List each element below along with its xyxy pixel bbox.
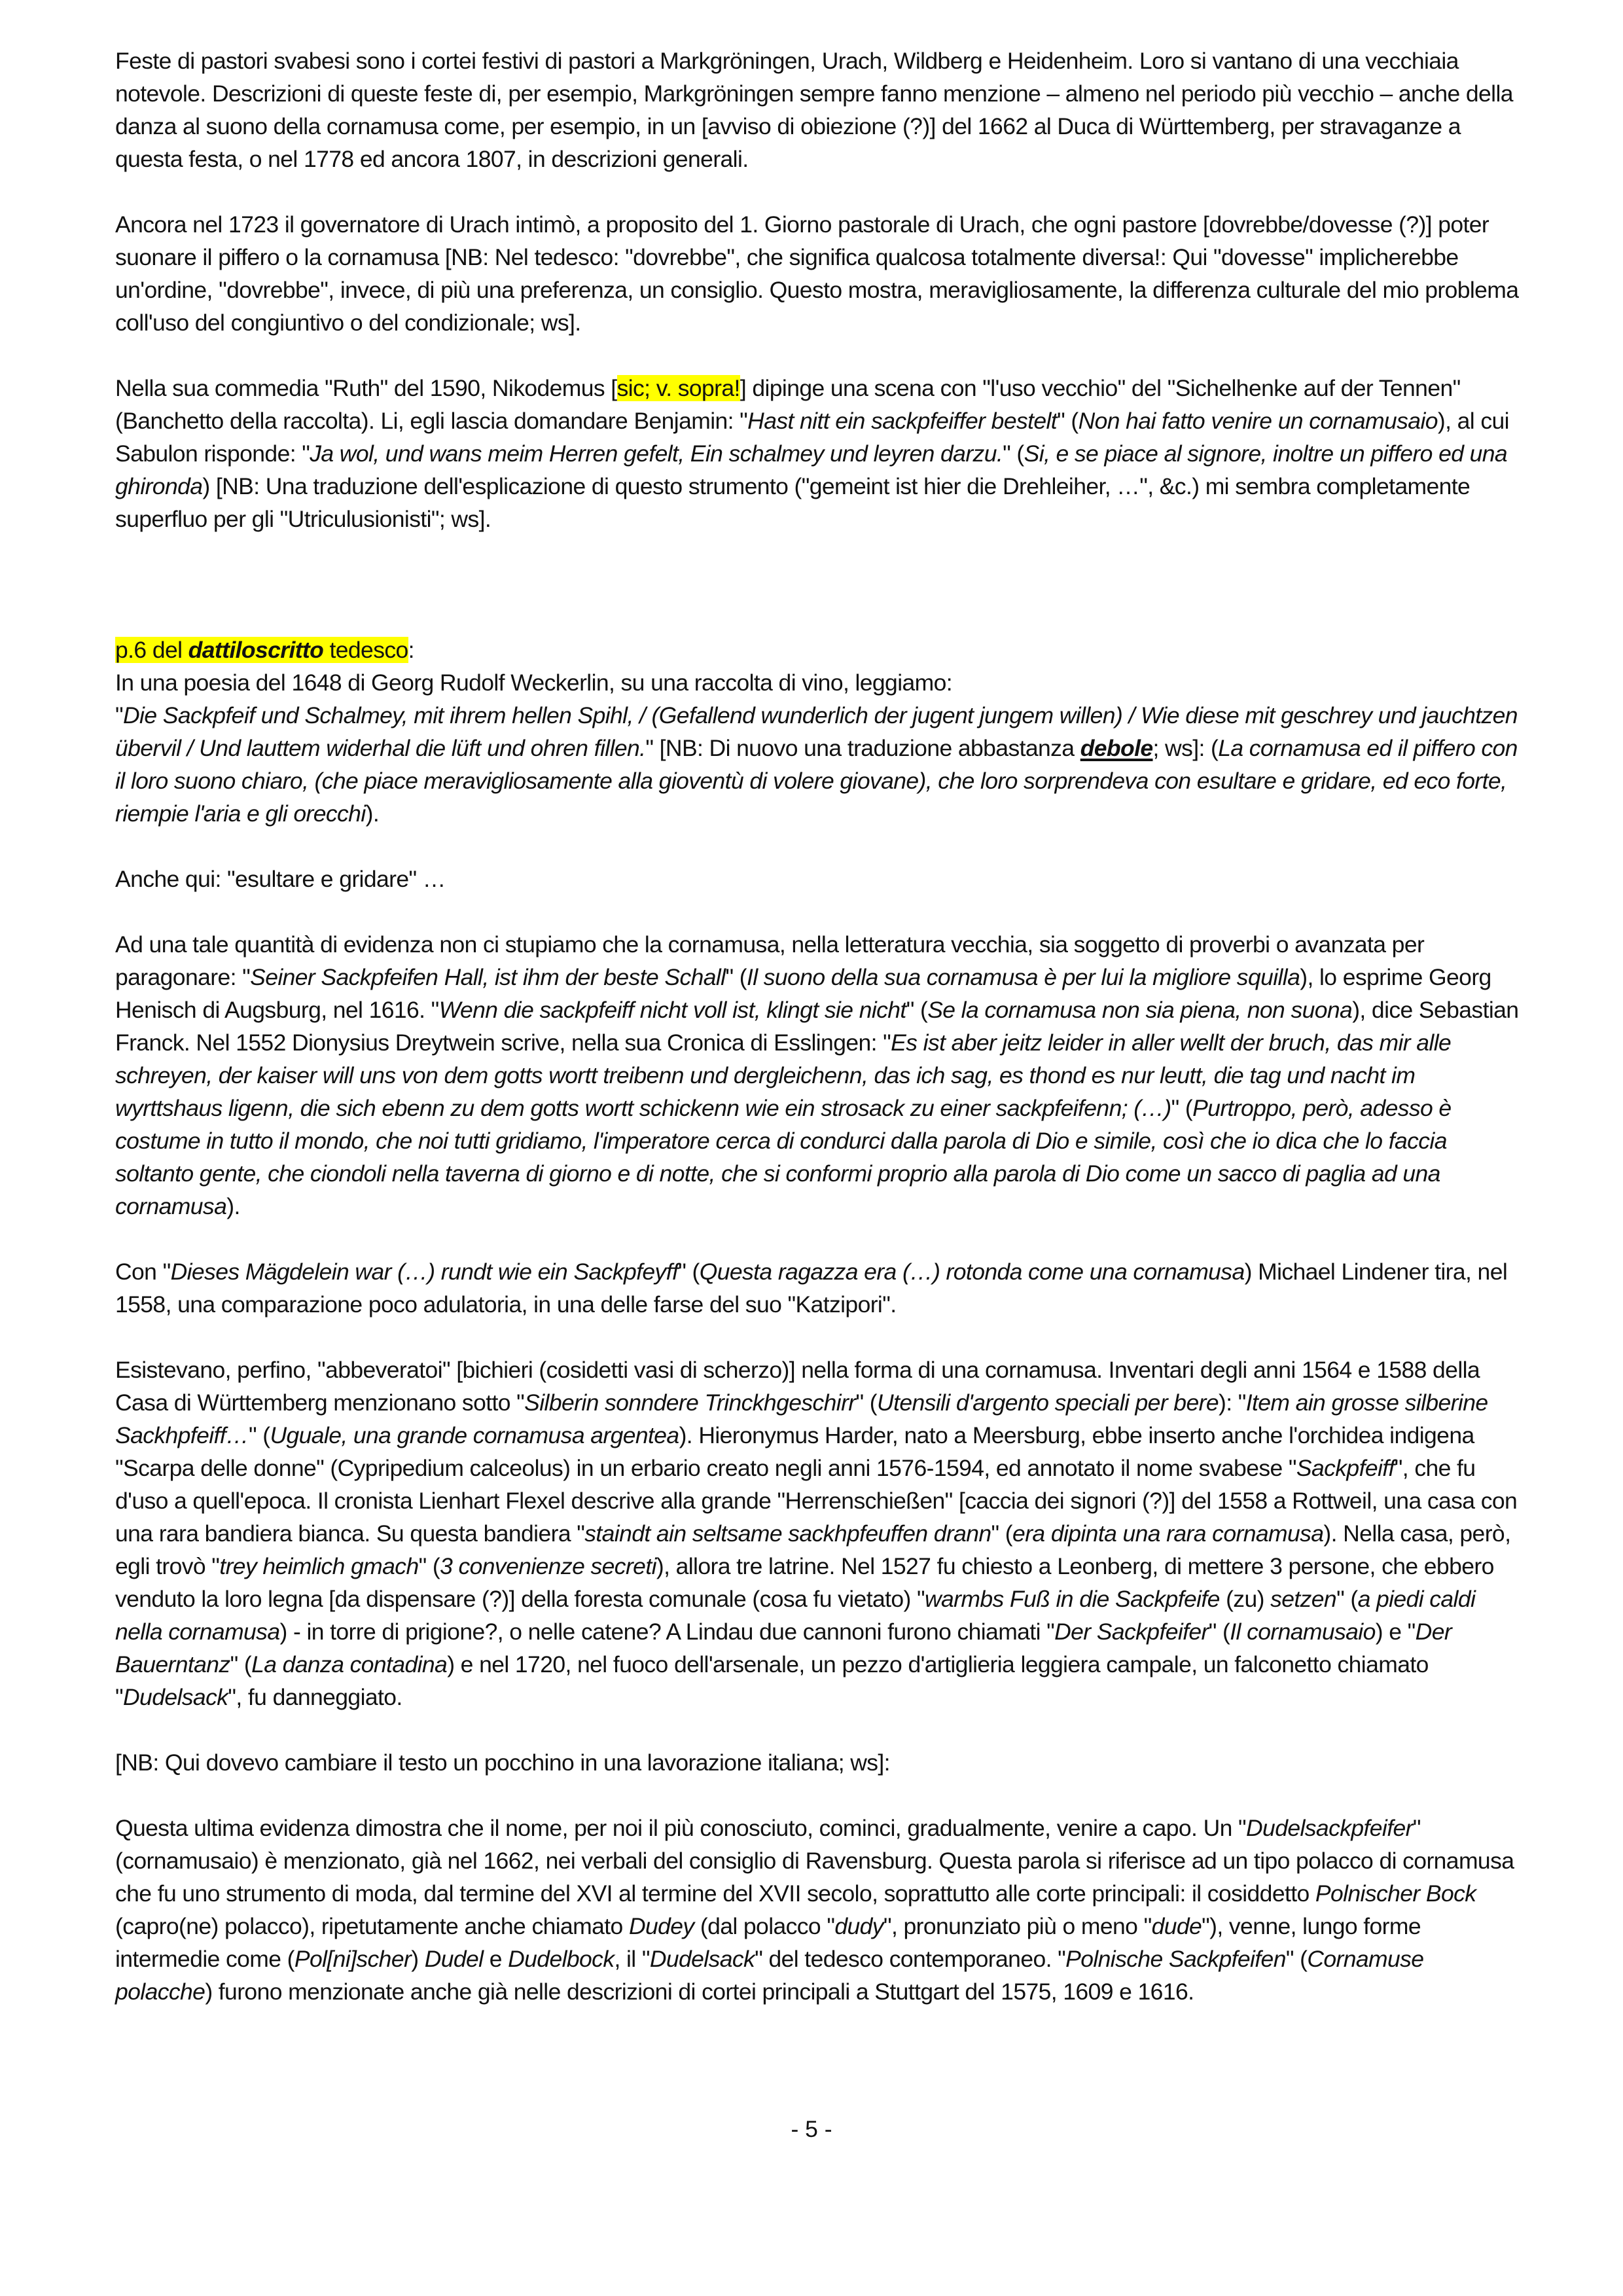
text-run: ) e ": [1375, 1619, 1416, 1645]
italic-quote: dude: [1151, 1913, 1202, 1939]
text-run: ), al cui Sabulon risponde: ": [115, 408, 1509, 467]
text-run: " (: [855, 1390, 878, 1416]
paragraph-spacer: [115, 895, 1522, 928]
text-run: (capro(ne) polacco), ripetutamente anche chiamato: [115, 1913, 629, 1939]
italic-quote: Polnische Sackpfeifen: [1065, 1946, 1286, 1972]
italic-quote: Der Bauerntanz: [115, 1619, 1452, 1677]
paragraph-p10: [115, 1812, 1522, 2008]
italic-quote: Es ist aber jeitz leider in aller wellt der bruch, das mir alle schreyen, der kaiser will uns von dem gotts wortt treibenn und dergleichenn, das ich sag, es thond es nur leutt, die tag und nacht im wyrttshaus ligenn, die sich ebenn zu dem gotts wortt schickenn wie ein strosack zu einer sackpfeifenn; (…): [115, 1030, 1452, 1121]
text-run: ) furono menzionate anche già nelle descrizioni di cortei principali a Stuttgart del 1575, 1609 e 1616.: [205, 1979, 1194, 2005]
paragraph-p8: [115, 1354, 1522, 1713]
italic-quote: Polnischer Bock: [1315, 1880, 1476, 1907]
page-number: - 5 -: [791, 2116, 832, 2142]
italic-quote: Dudelsack: [123, 1684, 228, 1710]
text-run: " del tedesco contemporaneo. ": [755, 1946, 1066, 1972]
italic-quote: Dudel: [424, 1946, 484, 1972]
text-run: Ad una tale quantità di evidenza non ci stupiamo che la cornamusa, nella letteratura vecchia, sia soggetto di proverbi o avanzata per paragonare: ": [115, 931, 1425, 990]
text-run: " (: [1171, 1095, 1193, 1121]
italic-quote: warmbs Fuß in die Sackpfeife: [925, 1586, 1220, 1612]
text-run: "), venne, lungo forme intermedie come (: [115, 1913, 1421, 1972]
italic-quote: era dipinta una rara cornamusa: [1012, 1520, 1324, 1547]
text-run: " (: [678, 1259, 700, 1285]
italic-quote: Seiner Sackpfeifen Hall, ist ihm der beste Schall: [250, 964, 726, 990]
text-run: Feste di pastori svabesi sono i cortei festivi di pastori a Markgröningen, Urach, Wildberg e Heidenheim. Loro si vantano di una vecchiaia notevole. Descrizioni di queste feste di, per esempio, Markgröningen sempre fanno menzione – almeno nel periodo più vecchio – anche della danza al suono della cornamusa come, per esempio, in un [avviso di obiezione (?)] del 1662 al Duca di Württemberg, per stravaganze a questa festa, o nel 1778 ed ancora 1807, in descrizioni generali.: [115, 48, 1513, 172]
italic-quote: Die Sackpfeif und Schalmey, mit ihrem hellen Spihl, / (Gefallend wunderlich der jugent jungem willen) / Wie diese mit geschrey und jauchtzen übervil / Und lauttem widerhal die lüft und ohren fillen.: [115, 702, 1518, 761]
paragraph-spacer: [115, 535, 1522, 634]
text-run: ) - in torre di prigione?, o nelle catene? A Lindau due cannoni furono chiamati ": [279, 1619, 1055, 1645]
text-run: ). Nella casa, però, egli trovò ": [115, 1520, 1511, 1579]
text-run: ) [NB: Una traduzione dell'esplicazione di questo strumento ("gemeint ist hier die Drehleiher, …", &c.) mi sembra completamente superfluo per gli "Utriculusionisti"; ws].: [115, 473, 1471, 532]
paragraph-spacer: [115, 1321, 1522, 1354]
italic-quote: Dudelbock: [508, 1946, 615, 1972]
italic-quote: Dudelsackpfeifer: [1246, 1815, 1413, 1841]
paragraph-p5: [115, 863, 1522, 895]
paragraph-spacer: [115, 339, 1522, 372]
text-run: " (: [1208, 1619, 1230, 1645]
text-run: ), allora tre latrine. Nel 1527 fu chiesto a Leonberg, di mettere 3 persone, che ebbero venduto la loro legna [da dispensare (?)] della foresta comunale (cosa fu vietato) ": [115, 1553, 1494, 1612]
text-run: ), dice Sebastian Franck. Nel 1552 Dionysius Dreytwein scrive, nella sua Cronica di Esslingen: ": [115, 997, 1519, 1056]
text-run: " (: [230, 1651, 252, 1677]
text-run: ] dipinge una scena con "l'uso vecchio" del "Sichelhenke auf der Tennen" (Banchetto della raccolta). Li, egli lascia domandare Benjamin: ": [115, 375, 1461, 434]
document-body: [115, 45, 1522, 2008]
text-run: (zu): [1219, 1586, 1271, 1612]
italic-quote: Se la cornamusa non sia piena, non suona: [927, 997, 1353, 1023]
italic-quote: staindt ain seltsame sackhpfeuffen drann: [584, 1520, 991, 1547]
italic-quote: Silberin sonndere Trinckhgeschirr: [524, 1390, 856, 1416]
text-run: , il ": [614, 1946, 650, 1972]
italic-quote: trey heimlich gmach: [219, 1553, 419, 1579]
italic-quote: Purtroppo, però, adesso è costume in tutto il mondo, che noi tutti gridiamo, l'imperatore cerca di condurci dalla parola di Dio e simile, così che io dica che lo faccia soltanto gente, che ciondoli nella taverna di giorno e di notte, che si conformi proprio alla parola di Dio come un sacco di paglia ad una cornamusa: [115, 1095, 1452, 1219]
highlighted-text: dattiloscritto: [188, 637, 324, 663]
paragraph-p7: [115, 1255, 1522, 1321]
italic-quote: Dieses Mägdelein war (…) rundt wie ein Sackpfeyff: [170, 1259, 679, 1285]
italic-quote: Si, e se piace al signore, inoltre un piffero ed una ghironda: [115, 440, 1508, 499]
paragraph-spacer: [115, 830, 1522, 863]
text-run: " (: [991, 1520, 1013, 1547]
highlighted-text: p.6 del: [115, 637, 188, 663]
italic-quote: Utensili d'argento speciali per bere: [877, 1390, 1219, 1416]
text-run: ": [115, 702, 124, 728]
text-run: ", fu danneggiato.: [228, 1684, 402, 1710]
text-run: [NB: Qui dovevo cambiare il testo un pocchino in una lavorazione italiana; ws]:: [115, 1749, 890, 1776]
text-run: " (: [1057, 408, 1079, 434]
italic-quote: dudy: [834, 1913, 883, 1939]
italic-quote: Non hai fatto venire un cornamusaio: [1078, 408, 1438, 434]
text-run: " (: [725, 964, 747, 990]
text-run: " (cornamusaio) è menzionato, già nel 1662, nei verbali del consiglio di Ravensburg. Questa parola si riferisce ad un tipo polacco di cornamusa che fu uno strumento di moda, dal termine del XVI al termine del XVII secolo, soprattutto alle corte principali: il cosiddetto: [115, 1815, 1514, 1907]
italic-quote: 3 convenienze secreti: [440, 1553, 656, 1579]
text-run: (dal polacco ": [694, 1913, 835, 1939]
text-run: " (: [418, 1553, 440, 1579]
text-run: " (: [1285, 1946, 1308, 1972]
italic-quote: Cornamuse polacche: [115, 1946, 1424, 2005]
italic-quote: Il suono della sua cornamusa è per lui la migliore squilla: [746, 964, 1300, 990]
text-run: ) e nel 1720, nel fuoco dell'arsenale, un pezzo d'artiglieria leggiera campale, un falconetto chiamato ": [115, 1651, 1429, 1710]
text-run: ; ws]: (: [1152, 735, 1219, 761]
italic-quote: setzen: [1270, 1586, 1337, 1612]
italic-quote: Item ain grosse silberine Sackhpfeiff…: [115, 1390, 1488, 1448]
text-run: ) Michael Lindener tira, nel 1558, una comparazione poco adulatoria, in una delle farse del suo "Katzipori".: [115, 1259, 1508, 1318]
paragraph-p2: [115, 208, 1522, 339]
italic-quote: Pol[ni]scher: [294, 1946, 412, 1972]
paragraph-p6: [115, 928, 1522, 1223]
text-run: ), lo esprime Georg Henisch di Augsburg, nel 1616. ": [115, 964, 1491, 1023]
text-run: Ancora nel 1723 il governatore di Urach intimò, a proposito del 1. Giorno pastorale di Urach, che ogni pastore [dovrebbe/dovesse (?)] poter suonare il piffero o la cornamusa [NB: Nel tedesco: "dovrebbe", che significa qualcosa totalmente diversa!: Qui "dovesse" implicherebbe un'ordine, "dovrebbe", invece, di più una preferenza, un consiglio. Questo mostra, meravigliosamente, la differenza culturale del mio problema coll'uso del congiuntivo o del condizionale; ws].: [115, 211, 1519, 336]
text-run: ): ": [1218, 1390, 1246, 1416]
paragraph-p4: [115, 634, 1522, 830]
text-run: Esistevano, perfino, "abbeveratoi" [bichieri (cosidetti vasi di scherzo)] nella forma di una cornamusa. Inventari degli anni 1564 e 1588 della Casa di Württemberg menzionano sotto ": [115, 1357, 1480, 1416]
text-run: Anche qui: "esultare e gridare" …: [115, 866, 446, 892]
paragraph-p1: [115, 45, 1522, 175]
paragraph-p3: [115, 372, 1522, 535]
text-run: Con ": [115, 1259, 171, 1285]
italic-quote: Uguale, una grande cornamusa argentea: [270, 1422, 679, 1448]
text-run: :: [408, 637, 414, 663]
italic-quote: Sackpfeiff: [1296, 1455, 1395, 1481]
text-run: ", pronunziato più o meno ": [883, 1913, 1152, 1939]
paragraph-p9: [115, 1746, 1522, 1779]
highlighted-text: sic; v. sopra!: [616, 375, 740, 401]
italic-quote: La cornamusa ed il piffero con il loro suono chiaro, (che piace meravigliosamente alla gioventù di volere giovane), che loro sorprendeva con esultare e gridare, ed eco forte, riempie l'aria e gli orecchi: [115, 735, 1518, 827]
text-run: ", che fu d'uso a quell'epoca. Il cronista Lienhart Flexel descrive alla grande "Herrenschießen" [caccia dei signori (?)] del 1558 a Rottweil, una casa con una rara bandiera bianca. Su questa bandiera ": [115, 1455, 1518, 1547]
text-run: Questa ultima evidenza dimostra che il nome, per noi il più conosciuto, cominci, gradualmente, venire a capo. Un ": [115, 1815, 1247, 1841]
italic-quote: Der Sackpfeifer: [1054, 1619, 1209, 1645]
emphasized-text: debole: [1080, 735, 1153, 761]
text-run: " (: [1003, 440, 1024, 467]
highlighted-text: tedesco: [323, 637, 408, 663]
text-run: " (: [1336, 1586, 1358, 1612]
text-run: ). Hieronymus Harder, nato a Meersburg, ebbe inserto anche l'orchidea indigena "Scarpa delle donne" (Cypripedium calceolus) in un erbario creato negli anni 1576-1594, ed annotato il nome svabese ": [115, 1422, 1474, 1481]
italic-quote: Il cornamusaio: [1230, 1619, 1376, 1645]
italic-quote: Ja wol, und wans meim Herren gefelt, Ein schalmey und leyren darzu.: [310, 440, 1003, 467]
text-run: ): [411, 1946, 425, 1972]
text-run: ).: [226, 1193, 240, 1219]
text-run: Nella sua commedia "Ruth" del 1590, Nikodemus [: [115, 375, 617, 401]
italic-quote: Dudey: [628, 1913, 694, 1939]
paragraph-spacer: [115, 175, 1522, 208]
paragraph-spacer: [115, 1779, 1522, 1812]
paragraph-spacer: [115, 1713, 1522, 1746]
italic-quote: a piedi caldi nella cornamusa: [115, 1586, 1476, 1645]
text-run: e: [483, 1946, 508, 1972]
italic-quote: Dudelsack: [649, 1946, 755, 1972]
text-run: In una poesia del 1648 di Georg Rudolf Weckerlin, su una raccolta di vino, leggiamo:: [115, 670, 953, 696]
paragraph-spacer: [115, 1223, 1522, 1255]
italic-quote: Hast nitt ein sackpfeiffer bestelt: [747, 408, 1058, 434]
text-run: " (: [248, 1422, 270, 1448]
italic-quote: La danza contadina: [251, 1651, 448, 1677]
italic-quote: Wenn die sackpfeiff nicht voll ist, klingt sie nicht: [438, 997, 906, 1023]
text-run: ).: [365, 800, 380, 827]
text-run: " (: [906, 997, 928, 1023]
text-run: " [NB: Di nuovo una traduzione abbastanza: [645, 735, 1080, 761]
italic-quote: Questa ragazza era (…) rotonda come una cornamusa: [699, 1259, 1245, 1285]
